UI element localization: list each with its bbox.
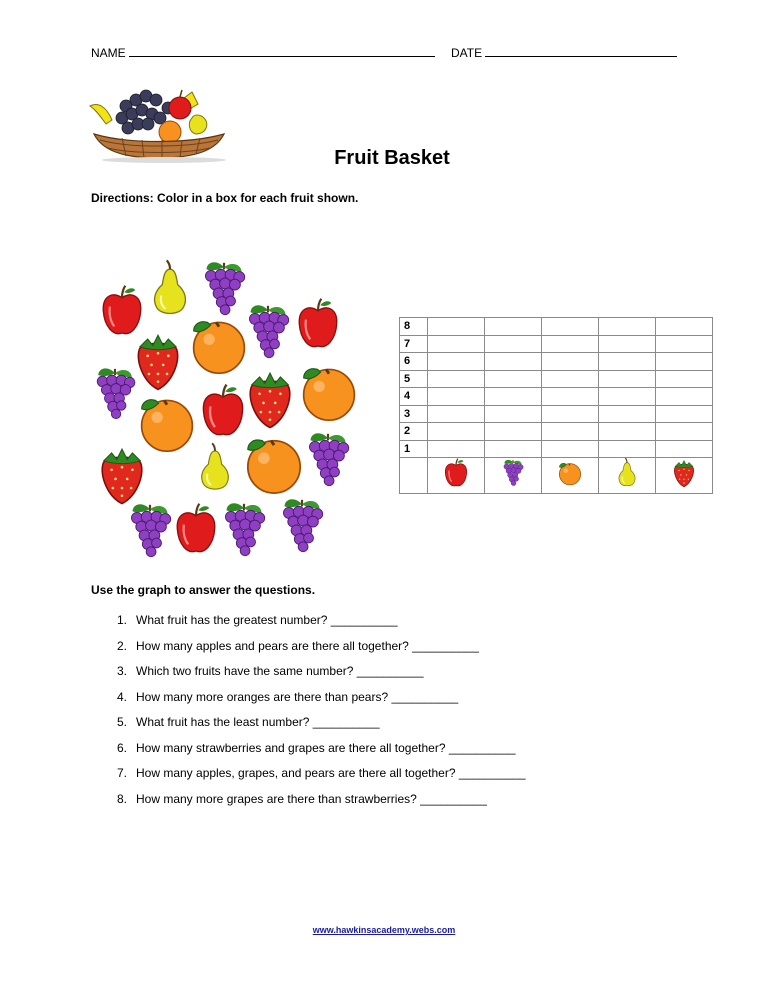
pear-icon — [196, 440, 234, 496]
orange-icon — [298, 360, 360, 424]
graph-cell[interactable] — [656, 370, 713, 388]
graph-cell[interactable] — [599, 423, 656, 441]
page-title: Fruit Basket — [334, 147, 450, 169]
date-blank[interactable] — [485, 46, 677, 57]
graph-row-label: 2 — [400, 423, 428, 441]
graph-cell[interactable] — [599, 440, 656, 458]
question-number: 2. — [116, 638, 127, 653]
question-text[interactable]: How many more grapes are there than strawberries? __________ — [136, 791, 487, 806]
question-text[interactable]: What fruit has the greatest number? __________ — [136, 613, 398, 627]
name-field[interactable] — [91, 46, 435, 60]
question-number: 6. — [116, 740, 127, 755]
graph-row — [400, 335, 713, 353]
name-label: NAME — [91, 46, 126, 60]
graph-row — [400, 423, 713, 441]
graph-cell[interactable] — [428, 335, 485, 353]
question-text[interactable]: Which two fruits have the same number? __________ — [136, 664, 424, 678]
footer-link[interactable]: www.hawkinsacademy.webs.com — [312, 925, 456, 935]
strawberry-icon — [671, 458, 697, 488]
grapes-icon — [278, 494, 326, 558]
question-number: 7. — [116, 766, 127, 780]
apple-icon — [174, 498, 218, 560]
orange-icon — [557, 458, 583, 488]
graph-row-label: 8 — [400, 318, 428, 336]
directions-text: Directions: Color in a box for each fruit shown. — [91, 191, 359, 205]
graph-row-label: 5 — [400, 370, 428, 388]
question-text[interactable]: What fruit has the least number? __________ — [136, 715, 380, 729]
question-text[interactable]: How many apples, grapes, and pears are there all together? __________ — [136, 766, 526, 780]
strawberry-icon — [244, 366, 296, 432]
question-number: 4. — [116, 689, 127, 704]
date-label: DATE — [451, 46, 483, 60]
graph-row-label: 1 — [400, 440, 428, 458]
questions-heading: Use the graph to answer the questions. — [91, 583, 316, 597]
graph-row-label: 4 — [400, 388, 428, 406]
graph-cell[interactable] — [656, 405, 713, 423]
graph-corner-cell — [400, 458, 428, 494]
apple-icon — [200, 380, 246, 442]
fruit-cluster — [92, 254, 362, 566]
graph-cell[interactable] — [599, 388, 656, 406]
graph-cell[interactable] — [485, 335, 542, 353]
date-field[interactable] — [451, 46, 677, 60]
graph-row — [400, 370, 713, 388]
strawberry-icon — [132, 330, 184, 392]
graph-cell[interactable] — [485, 405, 542, 423]
graph-cell[interactable] — [485, 353, 542, 371]
graph-cell[interactable] — [599, 318, 656, 336]
grapes-icon — [304, 428, 352, 492]
apple-icon — [296, 292, 340, 356]
graph-cell[interactable] — [599, 370, 656, 388]
graph-cell[interactable] — [542, 423, 599, 441]
graph-cell[interactable] — [485, 388, 542, 406]
graph-cell[interactable] — [428, 318, 485, 336]
graph-cell[interactable] — [542, 405, 599, 423]
question-number: 5. — [116, 715, 127, 729]
graph-cell[interactable] — [656, 423, 713, 441]
question-number: 8. — [116, 791, 127, 806]
graph-cell[interactable] — [428, 405, 485, 423]
grapes-icon — [126, 498, 174, 564]
graph-cell[interactable] — [428, 353, 485, 371]
graph-cell[interactable] — [428, 423, 485, 441]
pear-icon — [614, 458, 640, 488]
graph-cell[interactable] — [599, 353, 656, 371]
graph-icon-row — [400, 458, 713, 494]
graph-cell[interactable] — [656, 440, 713, 458]
graph-row — [400, 353, 713, 371]
grapes-icon — [500, 458, 526, 488]
apple-icon — [443, 458, 469, 488]
graph-cell[interactable] — [542, 440, 599, 458]
graph-cell[interactable] — [542, 318, 599, 336]
graph-cell[interactable] — [485, 318, 542, 336]
graph-row — [400, 388, 713, 406]
graph-cell[interactable] — [656, 388, 713, 406]
graph-cell[interactable] — [542, 388, 599, 406]
fruit-graph — [399, 317, 713, 494]
question-text[interactable]: How many strawberries and grapes are there all together? __________ — [136, 740, 516, 755]
grapes-icon — [220, 498, 268, 562]
orange-icon — [188, 314, 250, 376]
graph-cell[interactable] — [428, 440, 485, 458]
graph-cell[interactable] — [542, 335, 599, 353]
graph-row-label: 6 — [400, 353, 428, 371]
grapes-icon — [200, 258, 248, 320]
graph-cell[interactable] — [485, 423, 542, 441]
graph-fruit-cell — [542, 458, 599, 494]
question-number: 1. — [116, 613, 127, 627]
graph-row-label: 7 — [400, 335, 428, 353]
grapes-icon — [244, 300, 292, 364]
graph-cell[interactable] — [428, 388, 485, 406]
graph-cell[interactable] — [599, 335, 656, 353]
graph-cell[interactable] — [428, 370, 485, 388]
graph-row — [400, 318, 713, 336]
orange-icon — [242, 432, 306, 496]
question-text[interactable]: How many apples and pears are there all together? __________ — [136, 638, 479, 653]
graph-fruit-cell — [656, 458, 713, 494]
graph-cell[interactable] — [656, 335, 713, 353]
graph-cell[interactable] — [656, 353, 713, 371]
graph-fruit-cell — [485, 458, 542, 494]
graph-cell[interactable] — [599, 405, 656, 423]
graph-cell[interactable] — [656, 318, 713, 336]
graph-cell[interactable] — [485, 440, 542, 458]
graph-cell[interactable] — [542, 370, 599, 388]
graph-row — [400, 440, 713, 458]
pear-icon — [148, 256, 192, 322]
question-number: 3. — [116, 664, 127, 678]
name-blank[interactable] — [129, 46, 435, 57]
grapes-icon — [92, 362, 138, 426]
graph-fruit-cell — [599, 458, 656, 494]
question-text[interactable]: How many more oranges are there than pears? __________ — [136, 689, 459, 704]
graph-fruit-cell — [428, 458, 485, 494]
graph-cell[interactable] — [485, 370, 542, 388]
graph-row — [400, 405, 713, 423]
graph-row-label: 3 — [400, 405, 428, 423]
graph-cell[interactable] — [542, 353, 599, 371]
